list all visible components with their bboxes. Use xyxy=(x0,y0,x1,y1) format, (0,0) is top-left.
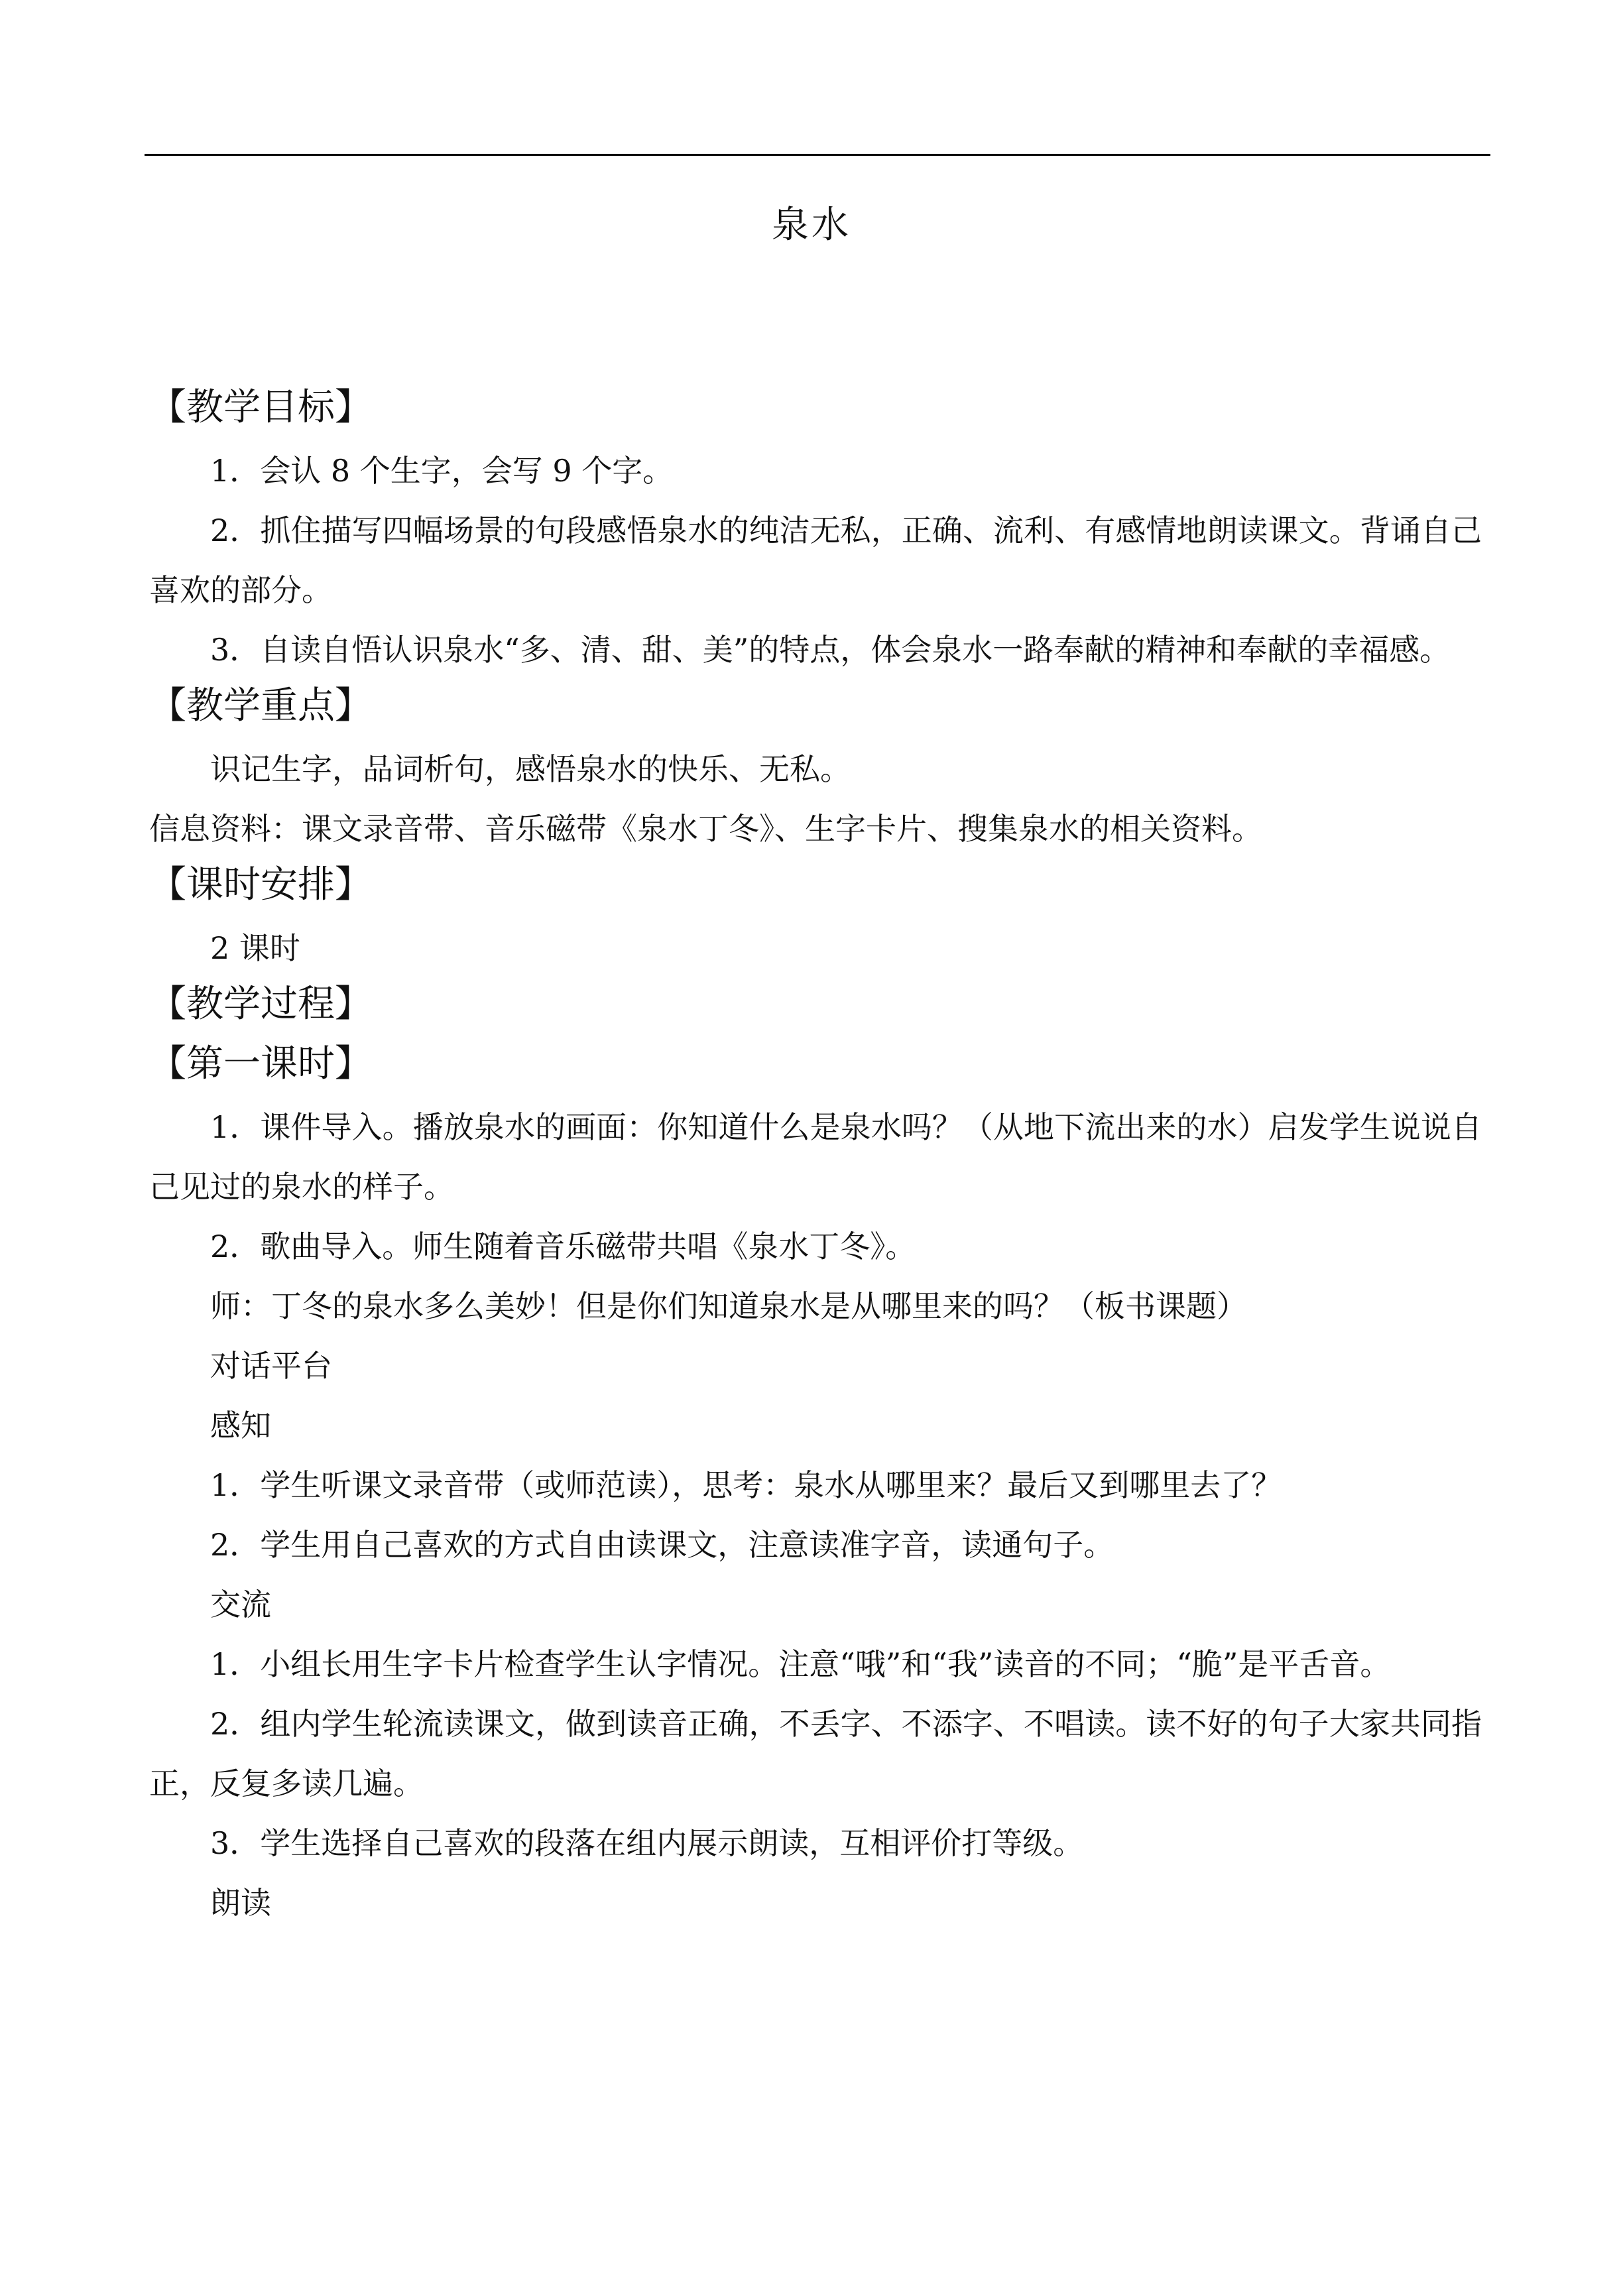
page-title: 泉水 xyxy=(772,204,851,247)
goal-item-1: 1．会认 8 个生字，会写 9 个字。 xyxy=(210,453,674,489)
exchange-label: 交流 xyxy=(210,1587,271,1622)
perceive-label: 感知 xyxy=(210,1408,271,1443)
goal-item-3: 3．自读自悟认识泉水“多、清、甜、美”的特点，体会泉水一路奉献的精神和奉献的幸福感。 xyxy=(210,632,1451,668)
section-heading-process: 【教学过程】 xyxy=(149,983,372,1026)
section-heading-goals: 【教学目标】 xyxy=(149,386,372,429)
section-heading-key-points: 【教学重点】 xyxy=(149,684,372,727)
exchange-item-3: 3．学生选择自己喜欢的段落在组内展示朗读，互相评价打等级。 xyxy=(210,1825,1084,1861)
info-materials-text: 信息资料：课文录音带、音乐磁带《泉水丁冬》、生字卡片、搜集泉水的相关资料。 xyxy=(149,811,1262,847)
exchange-item-1: 1．小组长用生字卡片检查学生认字情况。注意“哦”和“我”读音的不同；“脆”是平舌音。 xyxy=(210,1646,1391,1682)
read-label: 朗读 xyxy=(210,1885,271,1921)
exchange-item-2: 2．组内学生轮流读课文，做到读音正确，不丢字、不添字、不唱读。读不好的句子大家共同指正，反复多读几遍。 xyxy=(149,1706,1482,1801)
document-body xyxy=(149,381,1482,1933)
dialog-platform-label: 对话平台 xyxy=(210,1348,332,1384)
intro-item-2: 2．歌曲导入。师生随着音乐磁带共唱《泉水丁冬》。 xyxy=(210,1229,916,1264)
intro-item-1: 1．课件导入。播放泉水的画面：你知道什么是泉水吗？（从地下流出来的水）启发学生说说自己见过的泉水的样子。 xyxy=(149,1109,1482,1205)
section-heading-schedule: 【课时安排】 xyxy=(149,863,372,906)
teacher-line: 师：丁冬的泉水多么美妙！但是你们知道泉水是从哪里来的吗？（板书课题） xyxy=(210,1288,1247,1324)
perceive-item-1: 1．学生听课文录音带（或师范读），思考：泉水从哪里来？最后又到哪里去了？ xyxy=(210,1467,1282,1503)
schedule-text: 2 课时 xyxy=(210,930,300,966)
header-rule xyxy=(145,154,1490,156)
key-points-text: 识记生字，品词析句，感悟泉水的快乐、无私。 xyxy=(210,751,851,787)
section-heading-lesson-1: 【第一课时】 xyxy=(149,1042,372,1085)
perceive-item-2: 2．学生用自己喜欢的方式自由读课文，注意读准字音，读通句子。 xyxy=(210,1527,1114,1563)
goal-item-2: 2．抓住描写四幅场景的句段感悟泉水的纯洁无私，正确、流利、有感情地朗读课文。背诵自己喜欢的部分。 xyxy=(149,513,1482,608)
